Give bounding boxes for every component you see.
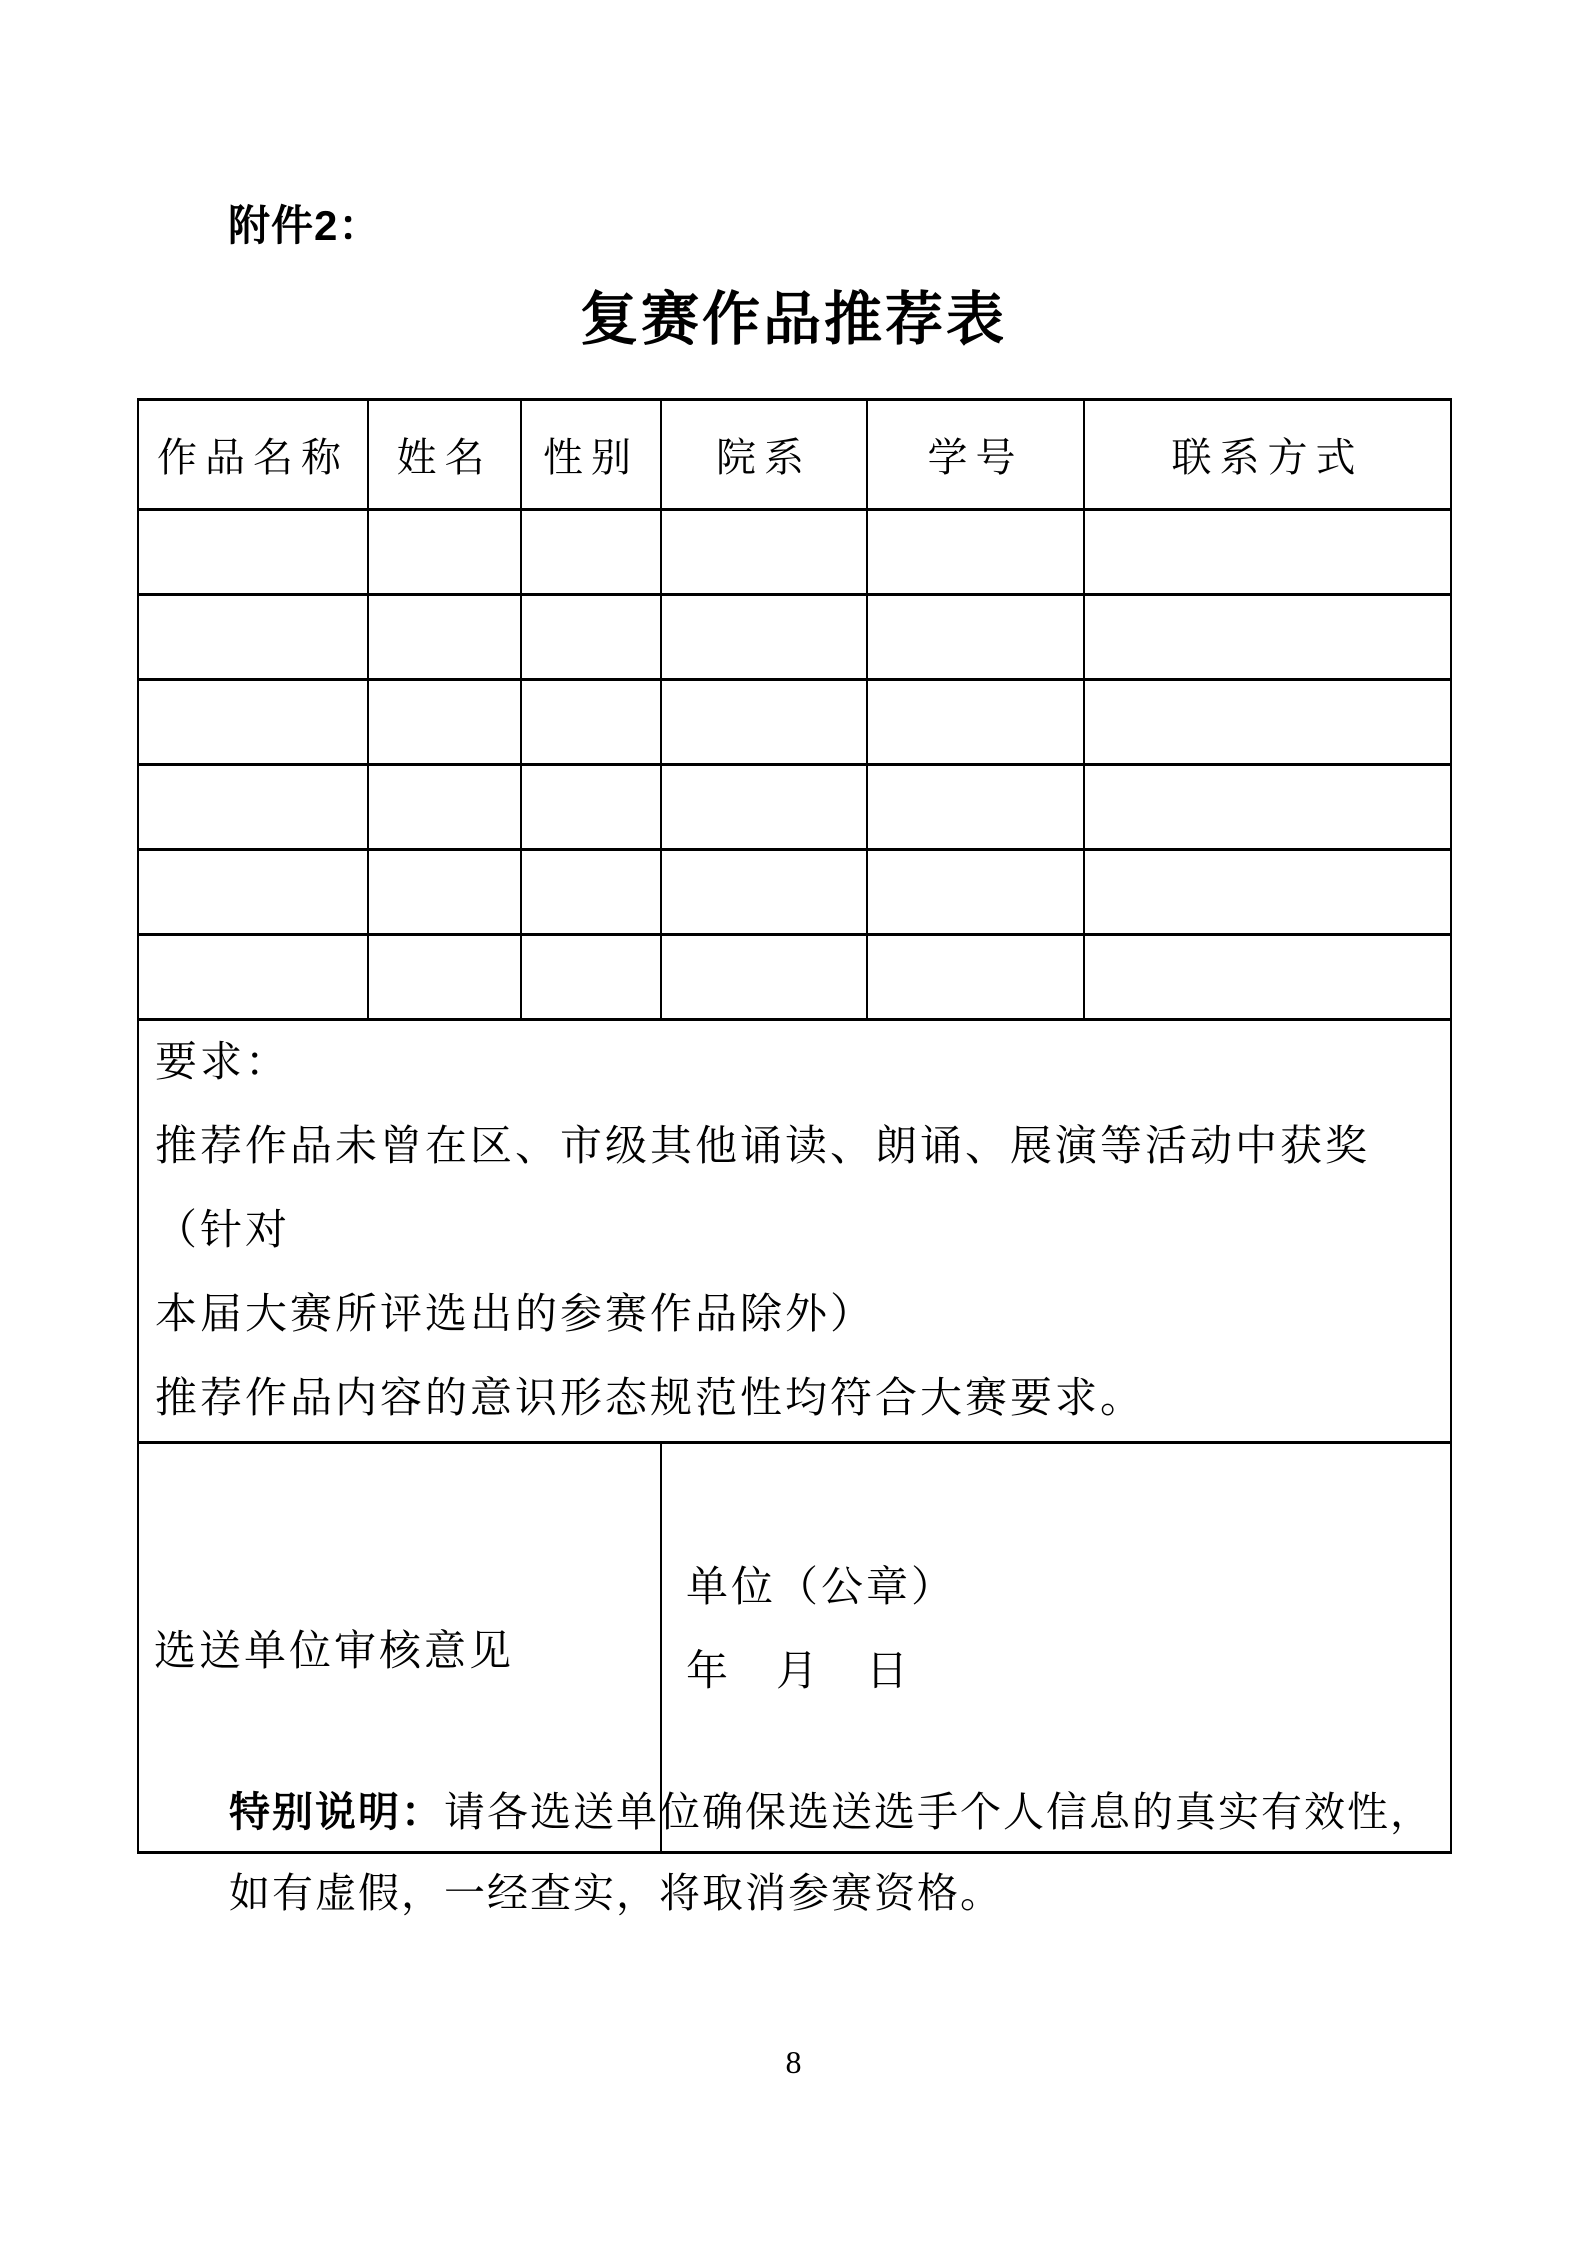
- table-row: [138, 935, 1451, 1020]
- empty-cell: [1084, 935, 1451, 1020]
- table-row: [138, 765, 1451, 850]
- empty-cell: [661, 850, 867, 935]
- empty-cell: [1084, 595, 1451, 680]
- special-note-label: 特别说明：: [229, 1789, 444, 1835]
- empty-cell: [368, 595, 521, 680]
- requirements-line: 推荐作品内容的意识形态规范性均符合大赛要求。: [155, 1376, 1146, 1422]
- requirements-text: [139, 1021, 1450, 1441]
- empty-cell: [867, 765, 1084, 850]
- recommendation-table: [137, 398, 1452, 1854]
- empty-cell: [521, 680, 661, 765]
- empty-cell: [1084, 680, 1451, 765]
- empty-cell: [661, 765, 867, 850]
- unit-seal-label: 单位（公章）: [686, 1565, 957, 1611]
- empty-cell: [368, 510, 521, 595]
- empty-cell: [138, 595, 368, 680]
- date-label: 年 月 日: [686, 1649, 912, 1695]
- empty-cell: [1084, 510, 1451, 595]
- requirements-row: [138, 1020, 1451, 1443]
- empty-cell: [138, 765, 368, 850]
- empty-cell: [138, 850, 368, 935]
- empty-cell: [867, 935, 1084, 1020]
- empty-cell: [521, 510, 661, 595]
- header-department: 院系: [661, 400, 867, 510]
- empty-cell: [521, 935, 661, 1020]
- empty-cell: [521, 765, 661, 850]
- special-note-line1-text: 请各选送单位确保选送选手个人信息的真实有效性，: [444, 1789, 1433, 1835]
- table-row: [138, 850, 1451, 935]
- empty-cell: [867, 680, 1084, 765]
- empty-cell: [661, 680, 867, 765]
- empty-cell: [867, 850, 1084, 935]
- special-note-line2: 如有虚假，一经查实，将取消参赛资格。: [229, 1870, 1003, 1916]
- requirements-cell: [138, 1020, 1451, 1443]
- empty-cell: [867, 510, 1084, 595]
- empty-cell: [1084, 850, 1451, 935]
- table-row: [138, 595, 1451, 680]
- special-note-line1: [229, 1772, 1469, 1853]
- empty-cell: [661, 510, 867, 595]
- header-work-title: 作品名称: [138, 400, 368, 510]
- header-student-id: 学号: [867, 400, 1084, 510]
- review-opinion-label: 选送单位审核意见: [154, 1628, 515, 1675]
- empty-cell: [521, 850, 661, 935]
- requirements-label: 要求：: [155, 1040, 291, 1086]
- empty-cell: [368, 935, 521, 1020]
- empty-cell: [138, 935, 368, 1020]
- header-name: 姓名: [368, 400, 521, 510]
- empty-cell: [368, 850, 521, 935]
- empty-cell: [1084, 765, 1451, 850]
- attachment-label: 附件2：: [228, 202, 382, 249]
- empty-cell: [138, 680, 368, 765]
- empty-cell: [368, 765, 521, 850]
- empty-cell: [138, 510, 368, 595]
- page-number: 8: [785, 2044, 802, 2080]
- empty-cell: [661, 595, 867, 680]
- header-contact: 联系方式: [1084, 400, 1451, 510]
- special-note: [229, 1772, 1469, 1934]
- requirements-line: 本届大赛所评选出的参赛作品除外）: [155, 1292, 876, 1338]
- page-title: 复赛作品推荐表: [579, 287, 1007, 352]
- header-gender: 性别: [521, 400, 661, 510]
- table-row: [138, 680, 1451, 765]
- requirements-line: 推荐作品未曾在区、市级其他诵读、朗诵、展演等活动中获奖（针对: [155, 1124, 1371, 1254]
- empty-cell: [521, 595, 661, 680]
- table-header-row: [138, 400, 1451, 510]
- table-row: [138, 510, 1451, 595]
- empty-cell: [368, 680, 521, 765]
- empty-cell: [867, 595, 1084, 680]
- empty-cell: [661, 935, 867, 1020]
